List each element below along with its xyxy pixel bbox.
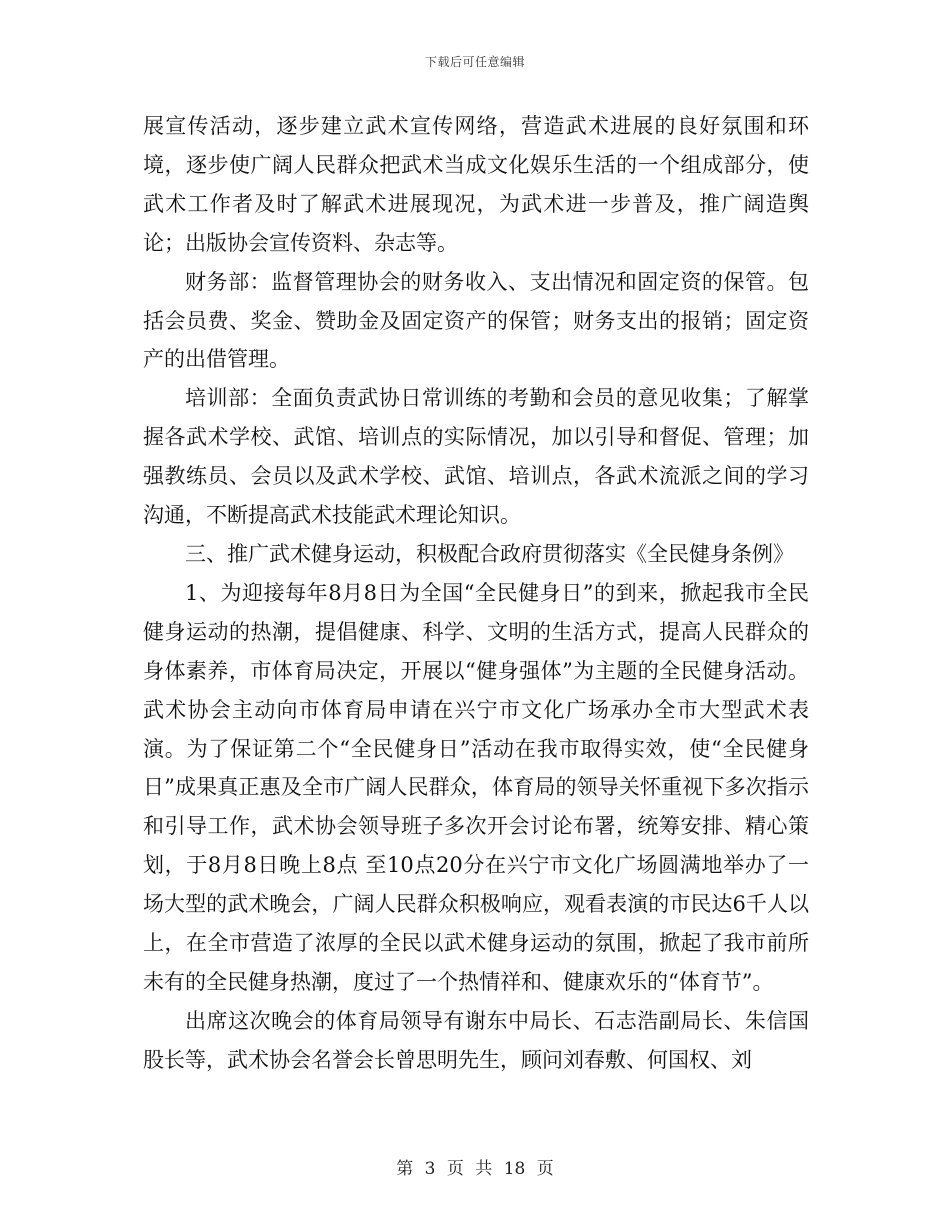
- page-header: 下载后可任意编辑: [424, 55, 525, 69]
- paragraph-fitness-day-event: 1、为迎接每年8月8日为全国“全民健身日”的到来，掀起我市全民健身运动的热潮，提倡健康、科学、文明的生活方式，提高人民群众的身体素养，市体育局决定，开展以“健身强体”为主题的全民健身活动。武术协会主动向市体育局申请在兴宁市文化广场承办全市大型武术表演。为了保证第二个“全民健身日”活动在我市取得实效，使“全民健身日”成果真正惠及全市广阔人民群众，体育局的领导关怀重视下多次指示和引导工作，武术协会领导班子多次开会讨论布署，统筹安排、精心策划，于8月8日晚上8点 至10点20分在兴宁市文化广场圆满地举办了一场大型的武术晚会，广阔人民群众积极响应，观看表演的市民达6千人以上，在全市营造了浓厚的全民以武术健身运动的氛围，掀起了我市前所未有的全民健身热潮，度过了一个热情祥和、健康欢乐的“体育节”。: [143, 580, 809, 994]
- page-number-footer: 第 3 页 共 18 页: [396, 1159, 554, 1179]
- section-heading-three: 三、推广武术健身运动，积极配合政府贯彻落实《全民健身条例》: [185, 541, 794, 566]
- paragraph-training-department: 培训部：全面负责武协日常训练的考勤和会员的意见收集；了解掌握各武术学校、武馆、培训点的实际情况，加以引导和督促、管理；加强教练员、会员以及武术学校、武馆、培训点，各武术流派之间的学习沟通，不断提高武术技能武术理论知识。: [143, 386, 809, 528]
- paragraph-attendees: 出席这次晚会的体育局领导有谢东中局长、石志浩副局长、朱信国股长等，武术协会名誉会长曾思明先生，顾问刘春敷、何国权、刘: [143, 1008, 809, 1072]
- paragraph-publicity-continued: 展宣传活动，逐步建立武术宣传网络，营造武术进展的良好氛围和环境，逐步使广阔人民群众把武术当成文化娱乐生活的一个组成部分，使武术工作者及时了解武术进展现况，为武术进一步普及，推广阔造舆论；出版协会宣传资料、杂志等。: [143, 114, 809, 255]
- paragraph-finance-department: 财务部：监督管理协会的财务收入、支出情况和固定资的保管。包括会员费、奖金、赞助金及固定资产的保管；财务支出的报销；固定资产的出借管理。: [143, 269, 809, 372]
- document-body: [143, 107, 809, 1080]
